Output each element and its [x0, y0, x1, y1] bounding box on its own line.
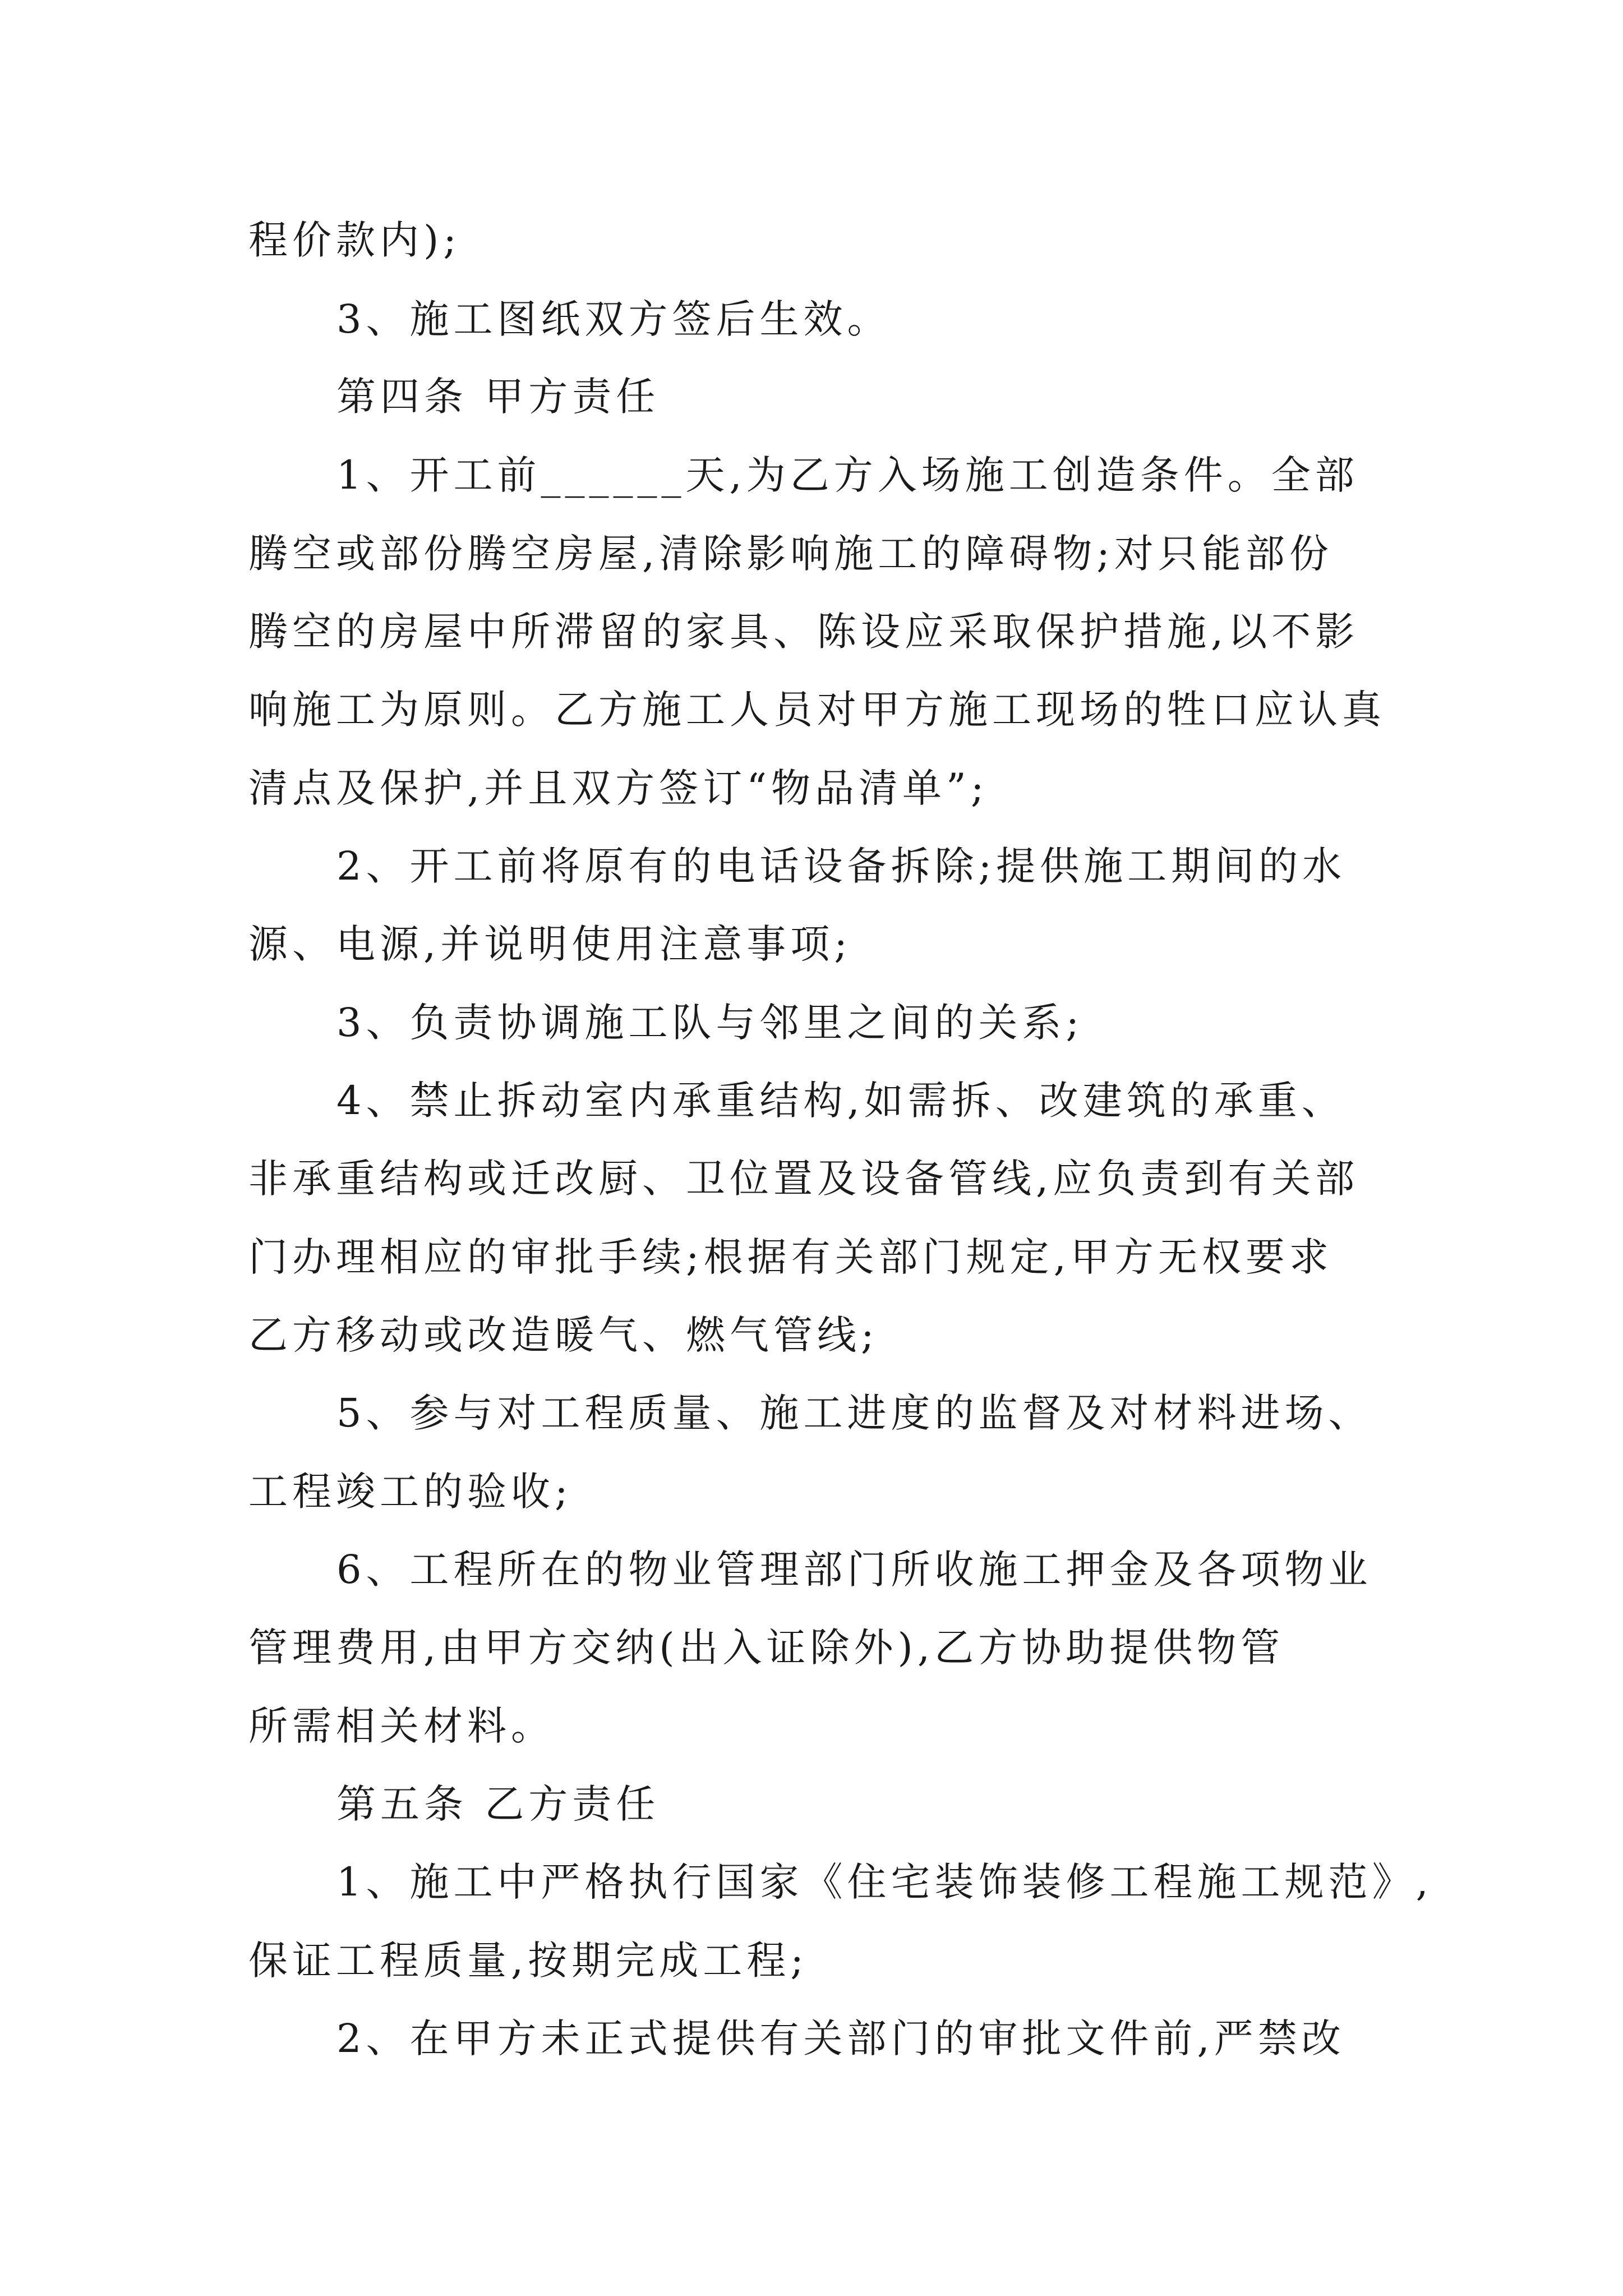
text-line: 乙方移动或改造暖气、燃气管线; — [248, 1312, 879, 1358]
text-line: 所需相关材料。 — [248, 1703, 555, 1749]
text-line: 非承重结构或迁改厨、卫位置及设备管线,应负责到有关部 — [248, 1156, 1359, 1202]
text-line: 1、施工中严格执行国家《住宅装饰装修工程施工规范》, — [336, 1859, 1433, 1905]
text-line: 5、参与对工程质量、施工进度的监督及对材料进场、 — [336, 1390, 1372, 1436]
text-line: 腾空的房屋中所滞留的家具、陈设应采取保护措施,以不影 — [248, 609, 1359, 655]
text-line: 工程竣工的验收; — [248, 1469, 573, 1515]
text-line: 门办理相应的审批手续;根据有关部门规定,甲方无权要求 — [248, 1234, 1333, 1280]
text-line: 源、电源,并说明使用注意事项; — [248, 921, 852, 967]
text-line: 腾空或部份腾空房屋,清除影响施工的障碍物;对只能部份 — [248, 531, 1333, 577]
text-line: 1、开工前______天,为乙方入场施工创造条件。全部 — [336, 452, 1359, 498]
text-line: 3、施工图纸双方签后生效。 — [336, 296, 891, 342]
text-line: 响施工为原则。乙方施工人员对甲方施工现场的牲口应认真 — [248, 687, 1386, 733]
text-line: 程价款内); — [248, 217, 461, 263]
text-line: 4、禁止拆动室内承重结构,如需拆、改建筑的承重、 — [336, 1078, 1345, 1124]
section-heading: 第四条 甲方责任 — [336, 374, 660, 420]
section-heading: 第五条 乙方责任 — [336, 1781, 660, 1827]
text-line: 3、负责协调施工队与邻里之间的关系; — [336, 1000, 1084, 1046]
text-line: 6、工程所在的物业管理部门所收施工押金及各项物业 — [336, 1547, 1372, 1593]
text-line: 清点及保护,并且双方签订“物品清单”; — [248, 765, 989, 811]
text-line: 保证工程质量,按期完成工程; — [248, 1938, 808, 1984]
text-line: 2、在甲方未正式提供有关部门的审批文件前,严禁改 — [336, 2016, 1345, 2062]
text-line: 管理费用,由甲方交纳(出入证除外),乙方协助提供物管 — [248, 1625, 1285, 1671]
text-line: 2、开工前将原有的电话设备拆除;提供施工期间的水 — [336, 843, 1347, 889]
